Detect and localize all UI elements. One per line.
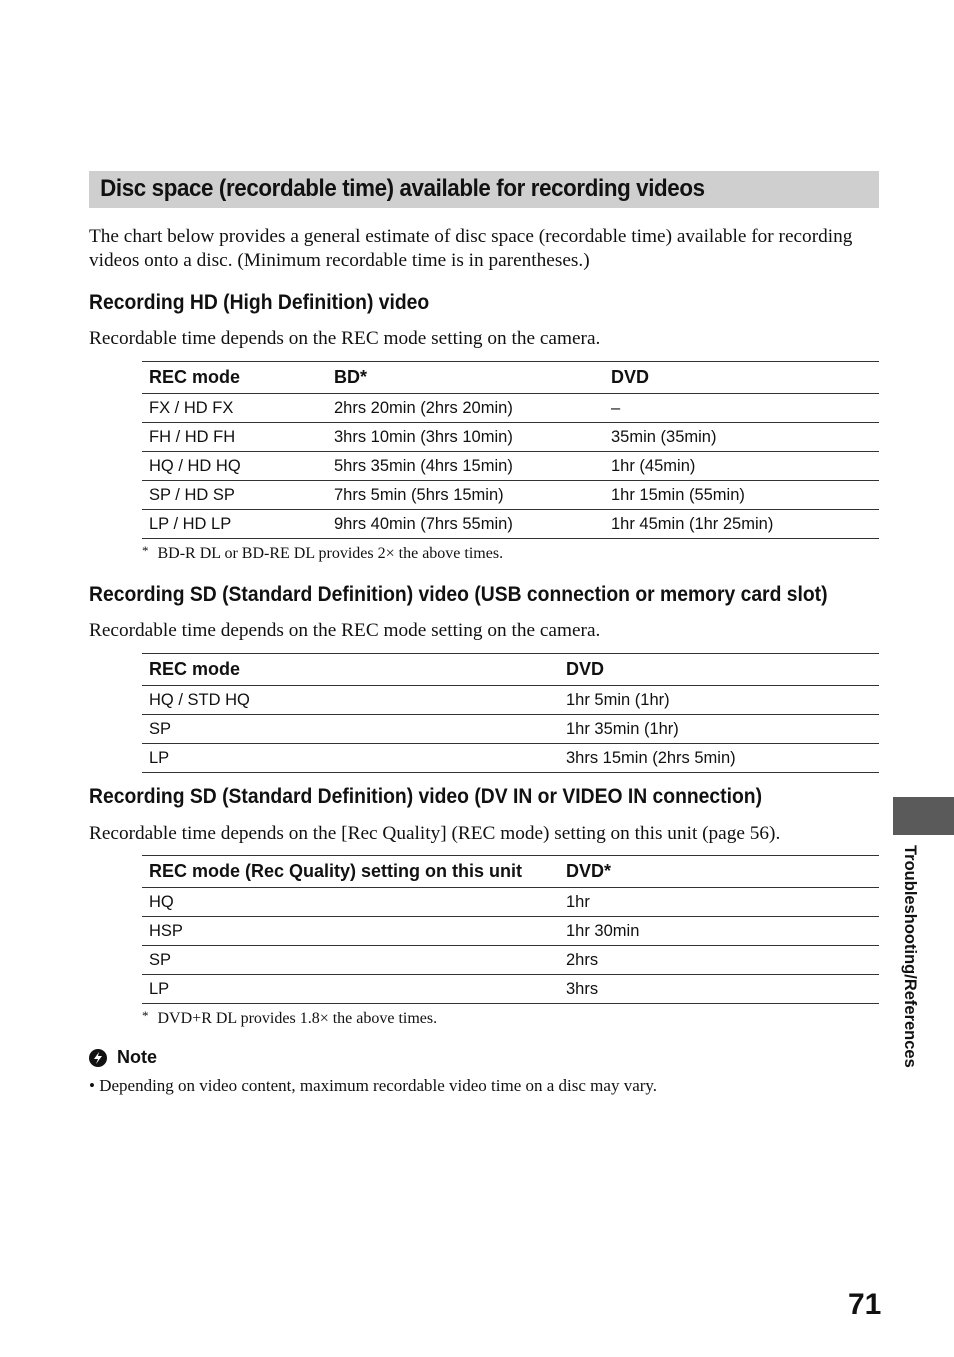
- table-cell: FX / HD FX: [142, 394, 327, 423]
- footnote-text: BD-R DL or BD-RE DL provides 2× the above times.: [157, 545, 504, 562]
- sd-dv-table: [142, 855, 879, 1004]
- table-cell: LP: [142, 975, 559, 1004]
- note-heading: [89, 1047, 157, 1068]
- table-cell: 35min (35min): [604, 423, 879, 452]
- table-cell: SP / HD SP: [142, 481, 327, 510]
- sd-usb-description: Recordable time depends on the REC mode setting on the camera.: [89, 620, 601, 641]
- note-text: Depending on video content, maximum recordable video time on a disc may vary.: [99, 1076, 658, 1095]
- footnote-mark: *: [142, 1008, 149, 1023]
- table-header-row: [142, 654, 879, 686]
- hd-table: [142, 361, 879, 539]
- table-row: [142, 686, 879, 715]
- table-header-row: [142, 362, 879, 394]
- sd-dv-description: Recordable time depends on the [Rec Quality] (REC mode) setting on this unit (page 56).: [89, 823, 781, 844]
- sd-dv-heading: Recording SD (Standard Definition) video (DV IN or VIDEO IN connection): [89, 785, 763, 808]
- footnote-text: DVD+R DL provides 1.8× the above times.: [157, 1010, 438, 1027]
- sd-usb-table: [142, 653, 879, 773]
- table-cell: LP: [142, 744, 559, 773]
- table-row: [142, 888, 879, 917]
- footnote-mark: *: [142, 543, 149, 558]
- table-row: [142, 423, 879, 452]
- note-heading-text: Note: [117, 1047, 157, 1067]
- table-cell: 1hr: [559, 888, 879, 917]
- column-header: REC mode (Rec Quality) setting on this unit: [142, 856, 559, 888]
- table-cell: 7hrs 5min (5hrs 15min): [327, 481, 604, 510]
- table-cell: FH / HD FH: [142, 423, 327, 452]
- table-row: [142, 452, 879, 481]
- sd-usb-heading: Recording SD (Standard Definition) video (USB connection or memory card slot): [89, 583, 828, 606]
- table-cell: SP: [142, 715, 559, 744]
- table-row: [142, 917, 879, 946]
- table-cell: 3hrs 15min (2hrs 5min): [559, 744, 879, 773]
- sd-dv-footnote: [142, 1008, 437, 1028]
- table-cell: SP: [142, 946, 559, 975]
- table-cell: HQ / HD HQ: [142, 452, 327, 481]
- table-row: [142, 481, 879, 510]
- note-bullet: [89, 1076, 657, 1096]
- table-row: [142, 946, 879, 975]
- table-cell: 1hr 5min (1hr): [559, 686, 879, 715]
- column-header: REC mode: [142, 362, 327, 394]
- table-cell: LP / HD LP: [142, 510, 327, 539]
- column-header: DVD*: [559, 856, 879, 888]
- table-cell: –: [604, 394, 879, 423]
- side-tab-label: Troubleshooting/References: [901, 845, 919, 1068]
- table-cell: HQ / STD HQ: [142, 686, 559, 715]
- table-cell: 5hrs 35min (4hrs 15min): [327, 452, 604, 481]
- table-row: [142, 510, 879, 539]
- table-row: [142, 744, 879, 773]
- hd-footnote: [142, 543, 503, 563]
- table-row: [142, 715, 879, 744]
- page-number: 71: [848, 1288, 882, 1321]
- table-cell: 1hr (45min): [604, 452, 879, 481]
- table-cell: 1hr 35min (1hr): [559, 715, 879, 744]
- column-header: REC mode: [142, 654, 559, 686]
- column-header: DVD: [604, 362, 879, 394]
- section-title-bar: [89, 171, 879, 208]
- table-row: [142, 975, 879, 1004]
- table-cell: 3hrs: [559, 975, 879, 1004]
- table-header-row: [142, 856, 879, 888]
- column-header: DVD: [559, 654, 879, 686]
- table-row: [142, 394, 879, 423]
- section-title: Disc space (recordable time) available for recording videos: [100, 175, 705, 202]
- hd-heading: Recording HD (High Definition) video: [89, 291, 430, 314]
- table-cell: 3hrs 10min (3hrs 10min): [327, 423, 604, 452]
- side-tab-marker: [893, 797, 954, 835]
- table-cell: HQ: [142, 888, 559, 917]
- intro-paragraph: The chart below provides a general estimate of disc space (recordable time) available for recording videos onto a disc. (Minimum recordable time is in parentheses.): [89, 226, 853, 271]
- column-header: BD*: [327, 362, 604, 394]
- table-cell: 1hr 45min (1hr 25min): [604, 510, 879, 539]
- note-icon: [89, 1049, 107, 1067]
- hd-description: Recordable time depends on the REC mode setting on the camera.: [89, 328, 601, 349]
- table-cell: 1hr 30min: [559, 917, 879, 946]
- table-cell: HSP: [142, 917, 559, 946]
- bullet-mark: •: [89, 1076, 95, 1095]
- table-cell: 1hr 15min (55min): [604, 481, 879, 510]
- table-cell: 9hrs 40min (7hrs 55min): [327, 510, 604, 539]
- table-cell: 2hrs 20min (2hrs 20min): [327, 394, 604, 423]
- table-cell: 2hrs: [559, 946, 879, 975]
